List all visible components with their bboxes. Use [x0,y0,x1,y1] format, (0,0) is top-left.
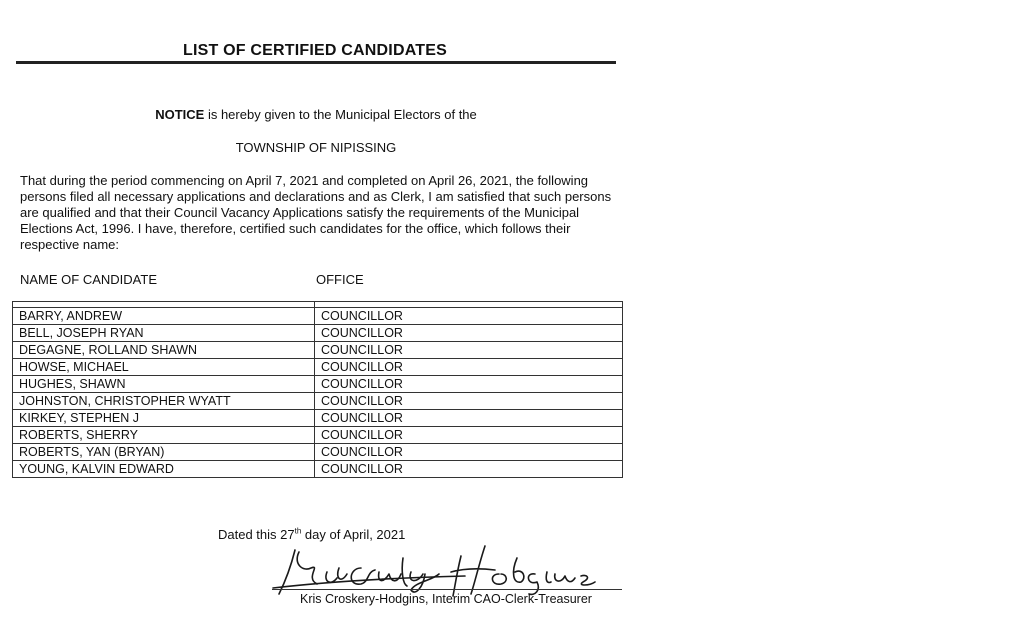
candidate-name: ROBERTS, SHERRY [13,427,315,444]
candidate-office: COUNCILLOR [315,410,623,427]
candidate-name: JOHNSTON, CHRISTOPHER WYATT [13,393,315,410]
candidate-name: YOUNG, KALVIN EDWARD [13,461,315,478]
certification-paragraph: That during the period commencing on April 7, 2021 and completed on April 26, 2021, the following persons filed all necessary applications and declarations and as Clerk, I am satisfied that such persons are qualified and that their Council Vacancy Applications satisfy the requirements of the Municipal Elections Act, 1996. I have, therefore, certified such candidates for the office, which follows their respective name: [20,173,612,252]
notice-text: is hereby given to the Municipal Electors of the [204,107,477,122]
notice-line [0,107,632,122]
table-row [13,410,623,427]
candidate-name: BARRY, ANDREW [13,308,315,325]
candidate-office: COUNCILLOR [315,308,623,325]
candidate-name: ROBERTS, YAN (BRYAN) [13,444,315,461]
table-row [13,342,623,359]
candidate-name: KIRKEY, STEPHEN J [13,410,315,427]
candidate-office: COUNCILLOR [315,359,623,376]
table-row [13,376,623,393]
candidate-office: COUNCILLOR [315,342,623,359]
column-header-name: NAME OF CANDIDATE [20,272,157,287]
signer-name: Kris Croskery-Hodgins, Interim CAO-Clerk-Treasurer [300,592,592,606]
table-row [13,444,623,461]
dated-prefix: Dated this 27 [218,527,295,542]
table-row [13,325,623,342]
table-row [13,359,623,376]
candidate-name: HOWSE, MICHAEL [13,359,315,376]
table-row [13,393,623,410]
column-header-office: OFFICE [316,272,364,287]
candidate-office: COUNCILLOR [315,461,623,478]
title-underline [16,61,616,64]
signature-line [272,589,622,590]
township-name: TOWNSHIP OF NIPISSING [235,140,397,155]
table-row [13,308,623,325]
signature-lettering: Kris Croskery-Hodgins [285,577,306,579]
candidate-office: COUNCILLOR [315,325,623,342]
table-row [13,461,623,478]
table-row [13,427,623,444]
candidate-name: DEGAGNE, ROLLAND SHAWN [13,342,315,359]
dated-superscript: th [294,526,302,536]
candidates-table [12,301,623,478]
candidate-name: HUGHES, SHAWN [13,376,315,393]
candidate-office: COUNCILLOR [315,393,623,410]
candidate-office: COUNCILLOR [315,376,623,393]
candidate-office: COUNCILLOR [315,444,623,461]
dated-suffix: day of April, 2021 [301,527,406,542]
notice-bold: NOTICE [155,107,205,122]
candidate-office: COUNCILLOR [315,427,623,444]
document-title: LIST OF CERTIFIED CANDIDATES [183,42,447,59]
candidate-name: BELL, JOSEPH RYAN [13,325,315,342]
